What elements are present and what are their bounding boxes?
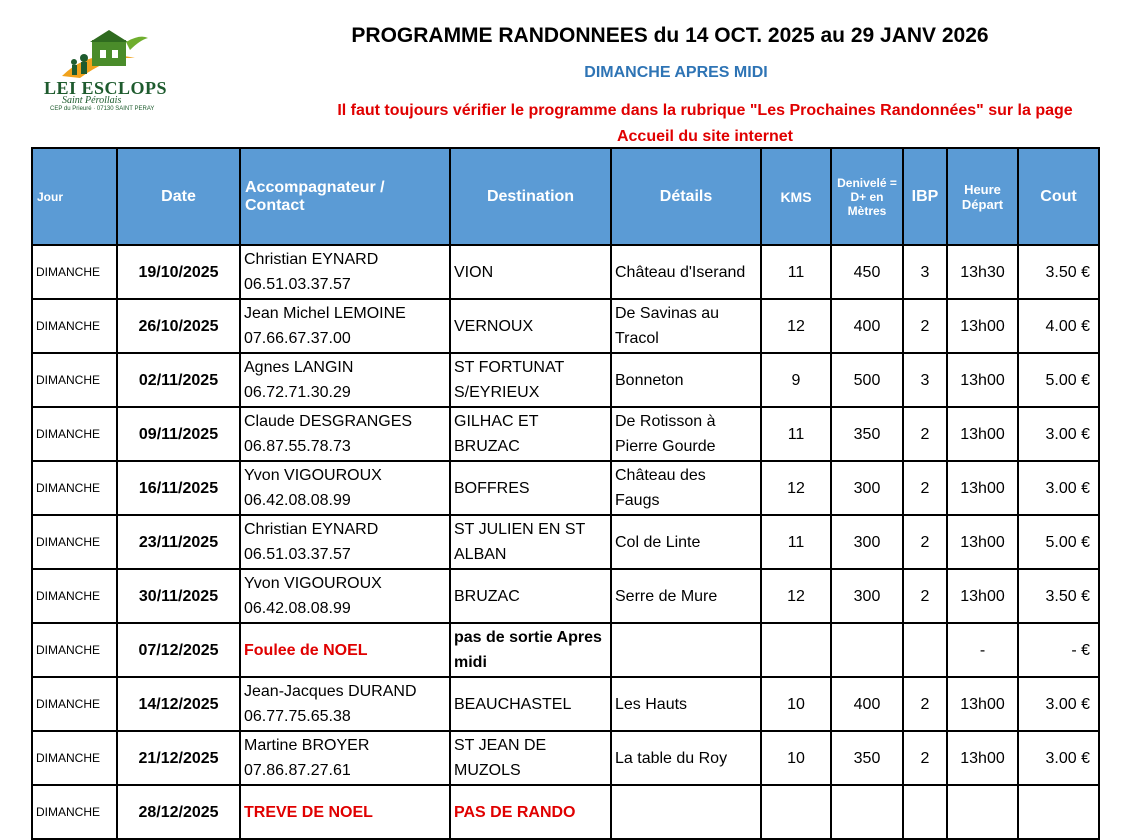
cell-denivele: 500: [831, 353, 903, 407]
cell-details: [611, 677, 761, 731]
cell-destination: [450, 785, 611, 839]
cell-accompagnateur: [240, 407, 450, 461]
cell-heure: 13h00: [947, 515, 1018, 569]
cell-cout: - €: [1018, 623, 1099, 677]
cell-kms: [761, 785, 831, 839]
details-line-1: Les Hauts: [615, 695, 688, 713]
page-title: PROGRAMME RANDONNEES du 14 OCT. 2025 au 29 JANV 2026: [351, 24, 989, 47]
cell-kms: 10: [761, 677, 831, 731]
destination-line-1: ST FORTUNAT: [454, 359, 565, 376]
cell-denivele: [831, 623, 903, 677]
logo-tagline: Saint Pérollais: [62, 95, 122, 106]
cell-accompagnateur: [240, 461, 450, 515]
accompagnateur-name: Jean-Jacques DURAND: [244, 683, 417, 700]
destination-line-1: BOFFRES: [454, 479, 530, 497]
accompagnateur-name: TREVE DE NOEL: [244, 803, 373, 821]
cell-cout: 3.00 €: [1018, 731, 1099, 785]
cell-kms: 12: [761, 461, 831, 515]
header-cout: Cout: [1018, 148, 1099, 245]
cell-destination: [450, 461, 611, 515]
details-line-2: Pierre Gourde: [615, 438, 716, 455]
cell-cout: 5.00 €: [1018, 353, 1099, 407]
details-line-1: De Rotisson à: [615, 413, 716, 430]
cell-kms: 11: [761, 245, 831, 299]
cell-heure: [947, 785, 1018, 839]
cell-denivele: [831, 785, 903, 839]
accompagnateur-name: Martine BROYER: [244, 737, 370, 754]
cell-date: 02/11/2025: [117, 353, 240, 407]
header-jour: Jour: [32, 148, 117, 245]
details-line-1: Château d'Iserand: [615, 263, 746, 281]
accompagnateur-phone: 06.51.03.37.57: [244, 276, 351, 293]
cell-destination: [450, 245, 611, 299]
cell-jour: DIMANCHE: [32, 515, 117, 569]
cell-heure: 13h00: [947, 299, 1018, 353]
cell-accompagnateur: [240, 785, 450, 839]
cell-jour: DIMANCHE: [32, 353, 117, 407]
cell-date: 28/12/2025: [117, 785, 240, 839]
accompagnateur-phone: 06.42.08.08.99: [244, 492, 351, 509]
accompagnateur-phone: 06.87.55.78.73: [244, 438, 351, 455]
table-row: [32, 785, 1099, 839]
cell-accompagnateur: [240, 299, 450, 353]
details-line-1: Bonneton: [615, 371, 684, 389]
cell-accompagnateur: [240, 245, 450, 299]
accompagnateur-name: Agnes LANGIN: [244, 359, 354, 376]
table-row: [32, 299, 1099, 353]
hike-schedule-table: [31, 147, 1100, 840]
cell-destination: [450, 407, 611, 461]
table-row: [32, 245, 1099, 299]
header-kms: KMS: [761, 148, 831, 245]
accompagnateur-name: Yvon VIGOUROUX: [244, 575, 382, 592]
cell-jour: DIMANCHE: [32, 623, 117, 677]
cell-date: 19/10/2025: [117, 245, 240, 299]
cell-denivele: 450: [831, 245, 903, 299]
warning-line-2: Accueil du site internet: [616, 128, 794, 145]
warning-notice: [290, 98, 1120, 150]
cell-details: [611, 461, 761, 515]
cell-date: 23/11/2025: [117, 515, 240, 569]
details-line-1: La table du Roy: [615, 749, 728, 767]
header-denivele: Denivelé = D+ en Mètres: [831, 148, 903, 245]
details-line-1: Col de Linte: [615, 533, 701, 551]
destination-line-1: VERNOUX: [454, 317, 534, 335]
cell-denivele: 300: [831, 515, 903, 569]
details-line-2: Faugs: [615, 492, 660, 509]
cell-accompagnateur: [240, 731, 450, 785]
table-row: [32, 407, 1099, 461]
cell-heure: 13h00: [947, 569, 1018, 623]
cell-kms: 12: [761, 569, 831, 623]
table-row: [32, 731, 1099, 785]
cell-heure: 13h00: [947, 461, 1018, 515]
cell-heure: 13h30: [947, 245, 1018, 299]
destination-line-1: VION: [454, 263, 494, 281]
warning-line-1: Il faut toujours vérifier le programme dans la rubrique "Les Prochaines Randonnées" sur la page: [337, 102, 1073, 119]
cell-cout: 3.50 €: [1018, 245, 1099, 299]
cell-kms: [761, 623, 831, 677]
cell-details: [611, 407, 761, 461]
cell-ibp: 2: [903, 731, 947, 785]
header-accompagnateur: Accompagnateur / Contact: [240, 148, 450, 245]
cell-cout: 4.00 €: [1018, 299, 1099, 353]
cell-accompagnateur: [240, 569, 450, 623]
accompagnateur-phone: 06.72.71.30.29: [244, 384, 351, 401]
cell-heure: 13h00: [947, 353, 1018, 407]
destination-line-2: S/EYRIEUX: [454, 384, 540, 401]
table-row: [32, 353, 1099, 407]
accompagnateur-name: Jean Michel LEMOINE: [244, 305, 406, 322]
destination-line-2: GILHAC ET BRUZAC: [454, 413, 539, 455]
accompagnateur-phone: 07.86.87.27.61: [244, 762, 351, 779]
accompagnateur-name: Christian EYNARD: [244, 251, 379, 268]
cell-destination: [450, 299, 611, 353]
accompagnateur-name: Foulee de NOEL: [244, 641, 368, 659]
destination-line-1: ST JEAN DE: [454, 737, 547, 754]
accompagnateur-phone: 07.66.67.37.00: [244, 330, 351, 347]
accompagnateur-name: Yvon VIGOUROUX: [244, 467, 382, 484]
cell-jour: DIMANCHE: [32, 569, 117, 623]
cell-date: 09/11/2025: [117, 407, 240, 461]
page-subtitle: DIMANCHE APRES MIDI: [584, 64, 768, 81]
cell-heure: 13h00: [947, 677, 1018, 731]
cell-accompagnateur: [240, 353, 450, 407]
destination-line-2: ALBAN: [454, 546, 507, 563]
cell-destination: [450, 623, 611, 677]
accompagnateur-phone: 06.42.08.08.99: [244, 600, 351, 617]
cell-jour: DIMANCHE: [32, 299, 117, 353]
table-row: [32, 623, 1099, 677]
cell-heure: 13h00: [947, 731, 1018, 785]
cell-denivele: 400: [831, 677, 903, 731]
cell-ibp: 3: [903, 245, 947, 299]
cell-kms: 12: [761, 299, 831, 353]
table-row: [32, 461, 1099, 515]
table-row: [32, 515, 1099, 569]
header-ibp: IBP: [903, 148, 947, 245]
cell-jour: DIMANCHE: [32, 461, 117, 515]
cell-jour: DIMANCHE: [32, 731, 117, 785]
cell-cout: 3.00 €: [1018, 407, 1099, 461]
table-header-row: [32, 148, 1099, 245]
details-line-1: De Savinas au: [615, 305, 720, 322]
accompagnateur-phone: 06.51.03.37.57: [244, 546, 351, 563]
cell-ibp: 2: [903, 461, 947, 515]
cell-ibp: [903, 785, 947, 839]
cell-date: 21/12/2025: [117, 731, 240, 785]
destination-line-1: PAS DE RANDO: [454, 803, 576, 821]
logo-name: LEI ESCLOPS: [44, 78, 168, 98]
accompagnateur-phone: 06.77.75.65.38: [244, 708, 351, 725]
destination-line-1: BEAUCHASTEL: [454, 695, 572, 713]
details-line-1: Château des: [615, 467, 706, 484]
hikers-logo-icon: [40, 28, 170, 84]
cell-kms: 11: [761, 407, 831, 461]
cell-details: [611, 569, 761, 623]
cell-accompagnateur: [240, 515, 450, 569]
header-destination: Destination: [450, 148, 611, 245]
cell-destination: [450, 353, 611, 407]
cell-kms: 9: [761, 353, 831, 407]
details-line-1: Serre de Mure: [615, 587, 718, 605]
cell-denivele: 350: [831, 731, 903, 785]
cell-cout: [1018, 785, 1099, 839]
cell-details: [611, 731, 761, 785]
accompagnateur-name: Claude DESGRANGES: [244, 413, 413, 430]
cell-kms: 10: [761, 731, 831, 785]
cell-details: [611, 299, 761, 353]
cell-heure: 13h00: [947, 407, 1018, 461]
cell-date: 07/12/2025: [117, 623, 240, 677]
logo-subtext: CEP du Prieuré · 07130 SAINT PERAY: [50, 106, 155, 112]
header-details: Détails: [611, 148, 761, 245]
cell-ibp: 2: [903, 515, 947, 569]
cell-date: 30/11/2025: [117, 569, 240, 623]
cell-details: [611, 353, 761, 407]
cell-destination: [450, 731, 611, 785]
cell-details: [611, 245, 761, 299]
cell-accompagnateur: [240, 623, 450, 677]
header-date: Date: [117, 148, 240, 245]
destination-line-1: BRUZAC: [454, 587, 520, 605]
cell-ibp: 2: [903, 677, 947, 731]
cell-cout: 3.00 €: [1018, 461, 1099, 515]
cell-denivele: 350: [831, 407, 903, 461]
cell-ibp: 2: [903, 407, 947, 461]
cell-date: 16/11/2025: [117, 461, 240, 515]
cell-jour: DIMANCHE: [32, 407, 117, 461]
cell-cout: 3.00 €: [1018, 677, 1099, 731]
cell-details: [611, 515, 761, 569]
cell-ibp: 2: [903, 299, 947, 353]
cell-ibp: 2: [903, 569, 947, 623]
destination-line-1: ST JULIEN EN ST: [454, 521, 586, 538]
table-row: [32, 569, 1099, 623]
cell-kms: 11: [761, 515, 831, 569]
cell-accompagnateur: [240, 677, 450, 731]
cell-ibp: [903, 623, 947, 677]
destination-line-2: midi: [454, 654, 487, 671]
cell-denivele: 300: [831, 569, 903, 623]
cell-date: 14/12/2025: [117, 677, 240, 731]
cell-details: [611, 785, 761, 839]
cell-date: 26/10/2025: [117, 299, 240, 353]
cell-destination: [450, 515, 611, 569]
cell-denivele: 300: [831, 461, 903, 515]
cell-cout: 5.00 €: [1018, 515, 1099, 569]
table-row: [32, 677, 1099, 731]
cell-denivele: 400: [831, 299, 903, 353]
cell-ibp: 3: [903, 353, 947, 407]
cell-jour: DIMANCHE: [32, 677, 117, 731]
cell-destination: [450, 677, 611, 731]
cell-cout: 3.50 €: [1018, 569, 1099, 623]
cell-destination: [450, 569, 611, 623]
destination-line-1: pas de sortie Apres: [454, 629, 602, 646]
header-heure: Heure Départ: [947, 148, 1018, 245]
cell-jour: DIMANCHE: [32, 245, 117, 299]
details-line-2: Tracol: [615, 330, 659, 347]
cell-details: [611, 623, 761, 677]
cell-heure: -: [947, 623, 1018, 677]
accompagnateur-name: Christian EYNARD: [244, 521, 379, 538]
cell-jour: DIMANCHE: [32, 785, 117, 839]
destination-line-2: MUZOLS: [454, 762, 521, 779]
